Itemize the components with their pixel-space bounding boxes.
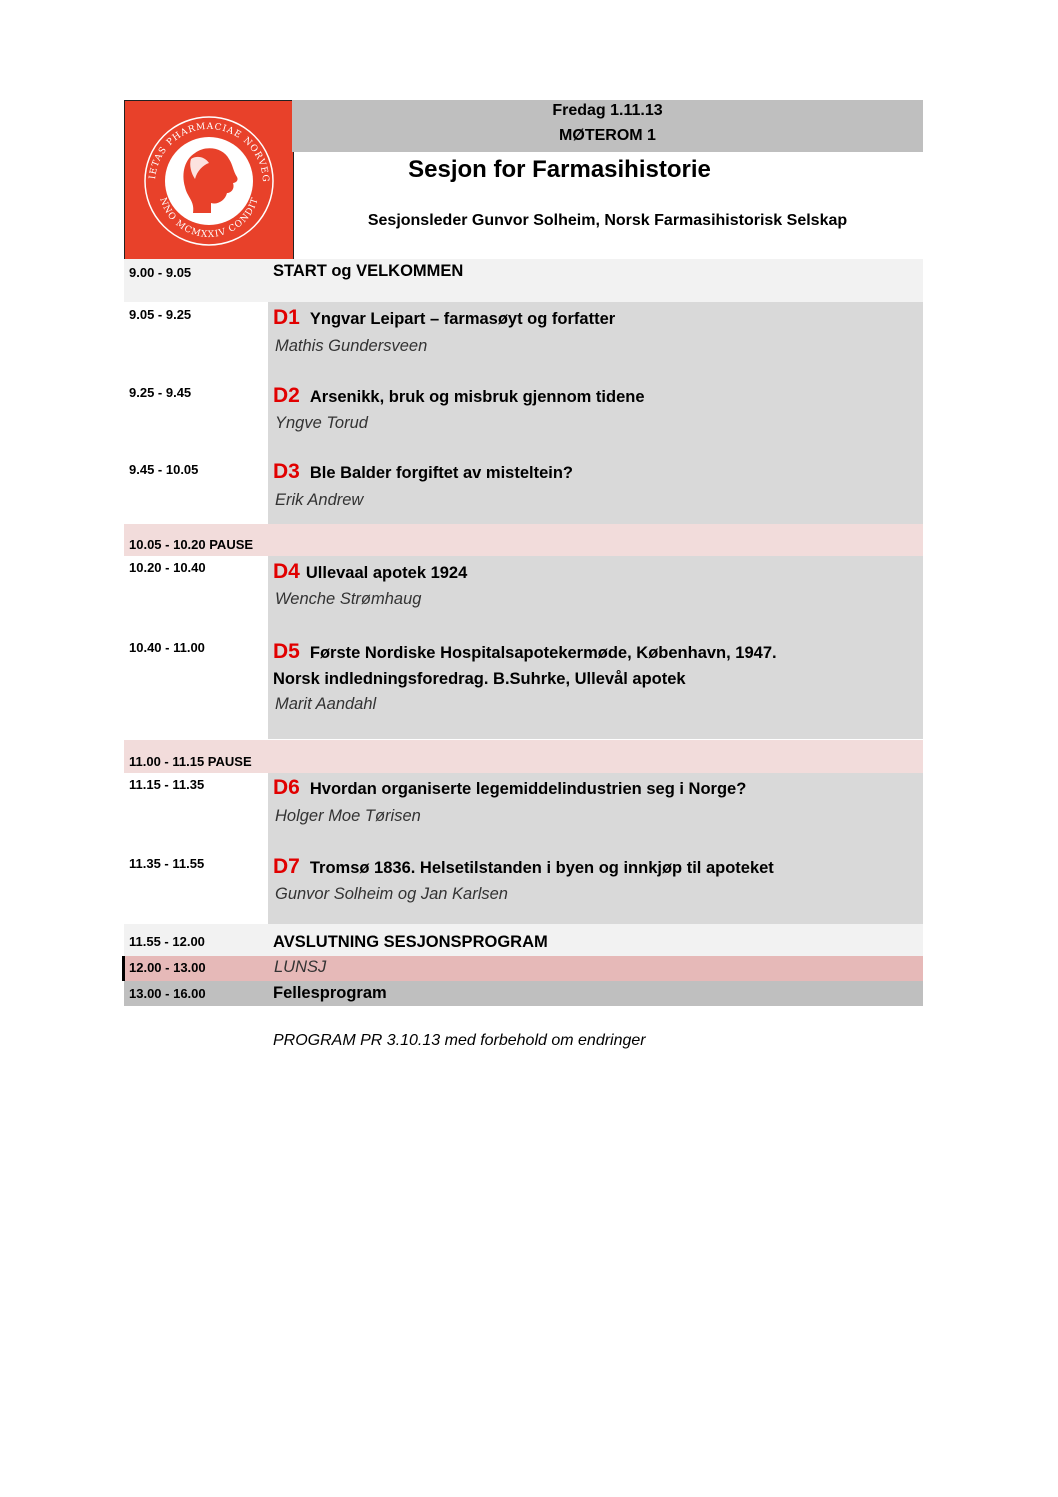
lunch-label: LUNSJ — [274, 958, 327, 976]
header-room: MØTEROM 1 — [559, 127, 656, 144]
d7-code: D7 — [273, 855, 300, 878]
d1-title-line — [273, 306, 615, 330]
start-time: 9.00 - 9.05 — [129, 265, 192, 280]
common-program-row — [124, 981, 923, 1006]
common-program-label: Fellesprogram — [273, 984, 387, 1002]
header-band — [292, 100, 923, 152]
d4-title-line — [273, 560, 467, 584]
d7-speaker: Gunvor Solheim og Jan Karlsen — [275, 885, 508, 903]
d3-speaker: Erik Andrew — [275, 491, 364, 509]
talk-block-1 — [268, 302, 923, 524]
d7-title: Tromsø 1836. Helsetilstanden i byen og innkjøp til apoteket — [309, 859, 774, 877]
d1-time: 9.05 - 9.25 — [129, 307, 192, 322]
society-logo — [124, 100, 294, 260]
d6-time: 11.15 - 11.35 — [129, 777, 205, 792]
d3-time: 9.45 - 10.05 — [129, 462, 199, 477]
program-note: PROGRAM PR 3.10.13 med forbehold om endringer — [273, 1032, 646, 1049]
page-title: Sesjon for Farmasihistorie — [408, 156, 711, 183]
d6-code: D6 — [273, 776, 300, 799]
d5-time: 10.40 - 11.00 — [129, 640, 205, 655]
d2-title: Arsenikk, bruk og misbruk gjennom tidene — [309, 388, 645, 406]
common-program-time: 13.00 - 16.00 — [129, 986, 206, 1001]
d2-time: 9.25 - 9.45 — [129, 385, 192, 400]
d2-title-line — [273, 384, 645, 408]
d3-title-line — [273, 460, 573, 484]
d3-code: D3 — [273, 460, 300, 483]
d5-title-line-2: Norsk indledningsforedrag. B.Suhrke, Ullevål apotek — [273, 670, 686, 688]
d6-title: Hvordan organiserte legemiddelindustrien seg i Norge? — [309, 780, 747, 798]
d1-code: D1 — [273, 306, 300, 329]
pause-2-label: 11.00 - 11.15 PAUSE — [129, 754, 252, 769]
seal-emblem-icon — [125, 101, 293, 259]
start-row — [124, 259, 923, 302]
d7-title-line — [273, 855, 774, 879]
start-label: START og VELKOMMEN — [273, 262, 464, 280]
session-leader: Sesjonsleder Gunvor Solheim, Norsk Farmasihistorisk Selskap — [367, 212, 848, 229]
d1-speaker: Mathis Gundersveen — [275, 337, 428, 355]
d5-speaker: Marit Aandahl — [275, 695, 377, 713]
d5-title: Første Nordiske Hospitalsapotekermøde, København, 1947. — [309, 644, 777, 662]
d4-speaker: Wenche Strømhaug — [275, 590, 422, 608]
d4-title: Ullevaal apotek 1924 — [305, 564, 468, 582]
closing-label: AVSLUTNING SESJONSPROGRAM — [273, 933, 548, 951]
lunch-row — [124, 956, 923, 981]
d7-time: 11.35 - 11.55 — [129, 856, 205, 871]
pause-1-label: 10.05 - 10.20 PAUSE — [129, 537, 254, 552]
d1-title: Yngvar Leipart – farmasøyt og forfatter — [309, 310, 616, 328]
lunch-marker — [122, 956, 125, 981]
d5-code: D5 — [273, 640, 300, 663]
seal-text-top: IETAS PHARMACIAE NORVEG — [148, 121, 271, 184]
lunch-time: 12.00 - 13.00 — [129, 960, 206, 975]
closing-time: 11.55 - 12.00 — [129, 934, 205, 949]
header-date: Fredag 1.11.13 — [552, 102, 663, 119]
seal-text-bottom: NNO MCMXXIV CONDIT — [157, 196, 261, 241]
d2-code: D2 — [273, 384, 300, 407]
d6-speaker: Holger Moe Tørisen — [275, 807, 421, 825]
d6-title-line — [273, 776, 746, 800]
d4-time: 10.20 - 10.40 — [129, 560, 206, 575]
d2-speaker: Yngve Torud — [275, 414, 368, 432]
d5-title-line — [273, 640, 777, 664]
d3-title: Ble Balder forgiftet av misteltein? — [309, 464, 573, 482]
d4-code: D4 — [273, 560, 300, 583]
